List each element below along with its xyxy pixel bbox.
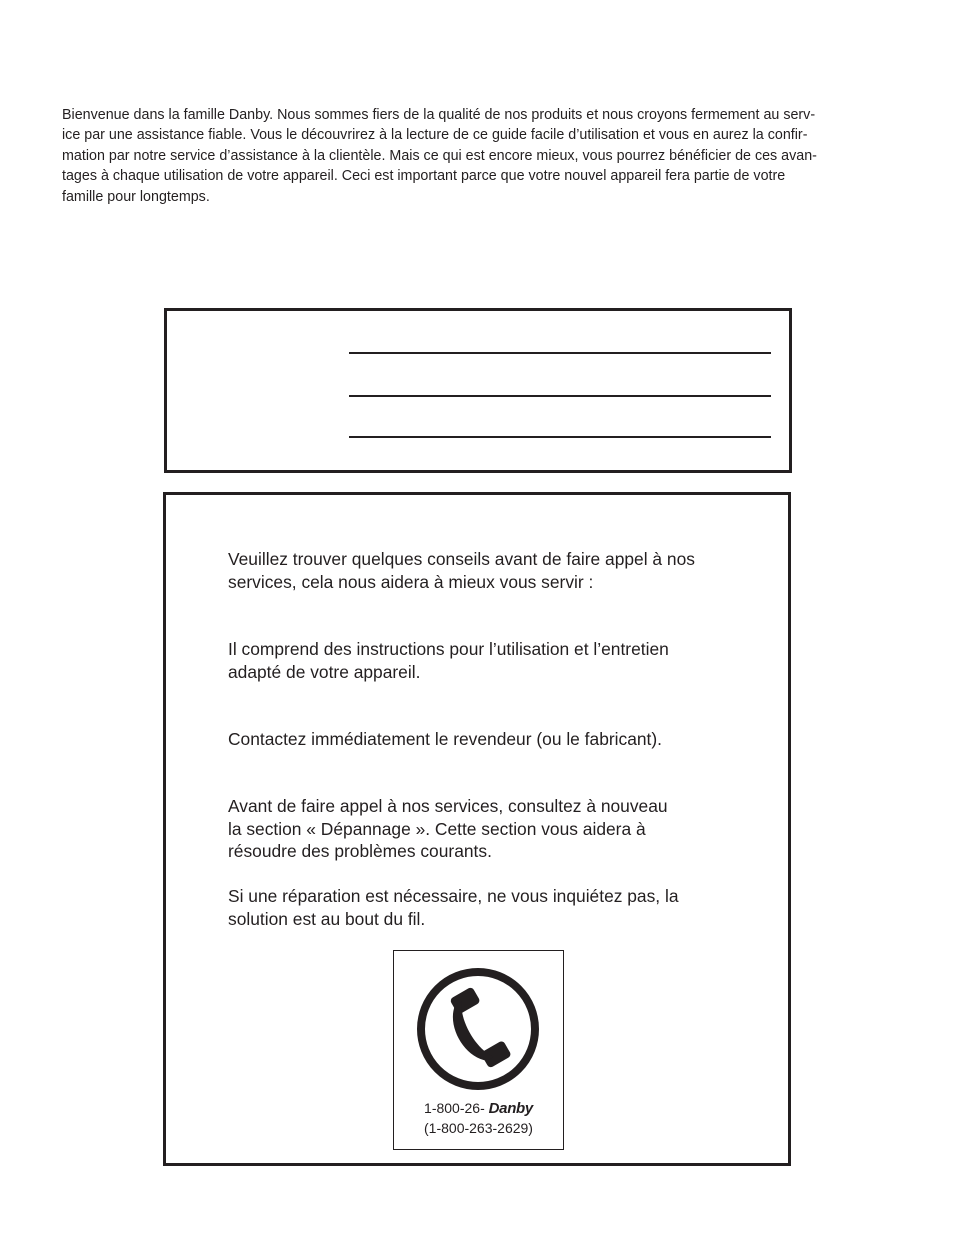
- intro-line: tages à chaque utilisation de votre appareil. Ceci est important parce que votre nouvel appareil fera partie de votre: [62, 168, 786, 185]
- tips-line: la section « Dépannage ». Cette section vous aidera à: [228, 818, 646, 839]
- tips-paragraph-5: [228, 885, 679, 930]
- tips-line: adapté de votre appareil.: [228, 661, 421, 682]
- tips-line: solution est au bout du fil.: [228, 908, 426, 929]
- tips-line: services, cela nous aidera à mieux vous servir :: [228, 571, 594, 592]
- intro-line: famille pour longtemps.: [62, 188, 210, 205]
- tips-paragraph-1: [228, 548, 695, 593]
- intro-paragraph: [62, 105, 897, 207]
- telephone-icon: [416, 967, 540, 1091]
- blank-fill-line[interactable]: [349, 395, 771, 397]
- phone-number-line[interactable]: [394, 1100, 563, 1117]
- tips-paragraph-3: [228, 728, 662, 751]
- tips-line: Contactez immédiatement le revendeur (ou le fabricant).: [228, 729, 663, 749]
- tips-line: résoudre des problèmes courants.: [228, 841, 492, 862]
- tips-line: Si une réparation est nécessaire, ne vous inquiétez pas, la: [228, 886, 679, 906]
- intro-line: Bienvenue dans la famille Danby. Nous sommes fiers de la qualité de nos produits et nous croyons fermement au serv-: [62, 107, 816, 123]
- tips-line: Veuillez trouver quelques conseils avant de faire appel à nos: [228, 549, 695, 569]
- tips-line: Il comprend des instructions pour l’utilisation et l’entretien: [228, 639, 669, 659]
- blank-fill-line[interactable]: [349, 436, 771, 438]
- phone-contact-box: [393, 950, 564, 1150]
- product-info-box: [164, 308, 792, 473]
- intro-line: ice par une assistance fiable. Vous le découvrirez à la lecture de ce guide facile d’utilisation et vous en aurez la confir-: [62, 127, 808, 144]
- phone-prefix: 1-800-26-: [424, 1100, 485, 1116]
- service-tips-box: [163, 492, 791, 1166]
- phone-number-numeric: (1-800-263-2629): [424, 1120, 533, 1136]
- tips-line: Avant de faire appel à nos services, consultez à nouveau: [228, 796, 668, 816]
- blank-fill-line[interactable]: [349, 352, 771, 354]
- tips-paragraph-4: [228, 795, 668, 863]
- tips-paragraph-2: [228, 638, 669, 683]
- danby-logo: Danby: [488, 1100, 533, 1117]
- intro-line: mation par notre service d’assistance à la clientèle. Mais ce qui est encore mieux, vous pourrez bénéficier de ces avan-: [62, 147, 817, 164]
